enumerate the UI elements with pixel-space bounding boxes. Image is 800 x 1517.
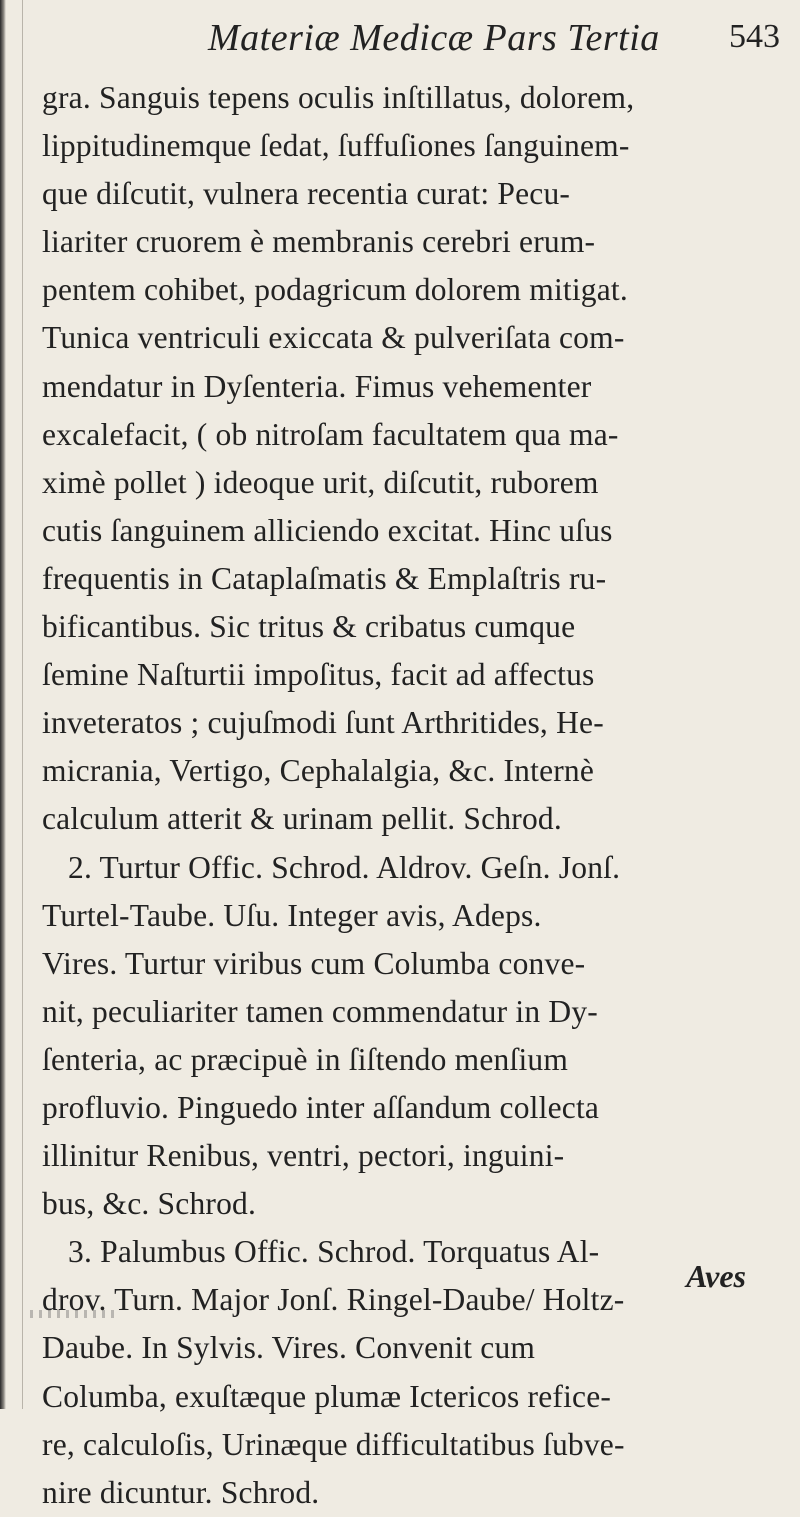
catchword: Aves bbox=[686, 1258, 746, 1294]
text-line: bificantibus. Sic tritus & cribatus cumque bbox=[42, 609, 576, 645]
text-line: Tunica ventriculi exiccata & pulveriſata com- bbox=[42, 320, 625, 356]
page-edge bbox=[0, 0, 6, 1409]
ink-smudge bbox=[30, 1310, 120, 1318]
text-line: que diſcutit, vulnera recentia curat: Pecu- bbox=[42, 176, 571, 212]
entry-heading-line: 2. Turtur Offic. Schrod. Aldrov. Geſn. Jonſ. bbox=[68, 849, 621, 885]
text-line: gra. Sanguis tepens oculis inſtillatus, dolorem, bbox=[42, 80, 635, 115]
page-number: 543 bbox=[729, 18, 780, 55]
text-line: inveteratos ; cujuſmodi ſunt Arthritides, He- bbox=[42, 705, 604, 741]
text-line: ximè pollet ) ideoque urit, diſcutit, ruborem bbox=[42, 464, 599, 500]
text-line: re, calculoſis, Urinæque difficultatibus ſubve- bbox=[42, 1426, 625, 1462]
text-line: ſenteria, ac præcipuè in ſiſtendo menſium bbox=[42, 1041, 569, 1077]
text-line: ſemine Naſturtii impoſitus, facit ad affectus bbox=[42, 657, 595, 693]
text-line: calculum atterit & urinam pellit. Schrod. bbox=[42, 801, 562, 837]
entry-heading-line: 3. Palumbus Offic. Schrod. Torquatus Al- bbox=[68, 1234, 600, 1270]
text-line: pentem cohibet, podagricum dolorem mitigat. bbox=[42, 272, 628, 308]
text-line: nit, peculiariter tamen commendatur in Dy- bbox=[42, 993, 598, 1029]
text-line: liariter cruorem è membranis cerebri erum- bbox=[42, 224, 596, 260]
text-line: Daube. In Sylvis. Vires. Convenit cum bbox=[42, 1330, 536, 1366]
running-title: Materiæ Medicæ Pars Tertia bbox=[208, 17, 660, 59]
text-line: profluvio. Pinguedo inter aſſandum collecta bbox=[42, 1089, 600, 1125]
text-line: Vires. Turtur viribus cum Columba conve- bbox=[42, 945, 586, 981]
text-line: nire dicuntur. Schrod. bbox=[42, 1474, 320, 1510]
text-line: cutis ſanguinem alliciendo excitat. Hinc uſus bbox=[42, 512, 613, 548]
text-line: frequentis in Cataplaſmatis & Emplaſtris ru- bbox=[42, 560, 607, 596]
text-line: lippitudinemque ſedat, ſuffuſiones ſanguinem- bbox=[42, 128, 630, 164]
text-line: drov. Turn. Major Jonſ. Ringel-Daube/ Holtz- bbox=[42, 1282, 625, 1318]
text-line: illinitur Renibus, ventri, pectori, inguini- bbox=[42, 1138, 565, 1174]
text-line: micrania, Vertigo, Cephalalgia, &c. Internè bbox=[42, 753, 595, 789]
text-line: bus, &c. Schrod. bbox=[42, 1186, 257, 1222]
text-line: Columba, exuſtæque plumæ Ictericos refice- bbox=[42, 1378, 612, 1414]
text-line: mendatur in Dyſenteria. Fimus vehementer bbox=[42, 368, 592, 404]
text-line: excalefacit, ( ob nitroſam facultatem qua ma- bbox=[42, 416, 619, 452]
text-line: Turtel-Taube. Uſu. Integer avis, Adeps. bbox=[42, 897, 542, 933]
page-header bbox=[60, 14, 780, 70]
body-text bbox=[42, 74, 794, 1517]
binding-line bbox=[22, 0, 23, 1409]
